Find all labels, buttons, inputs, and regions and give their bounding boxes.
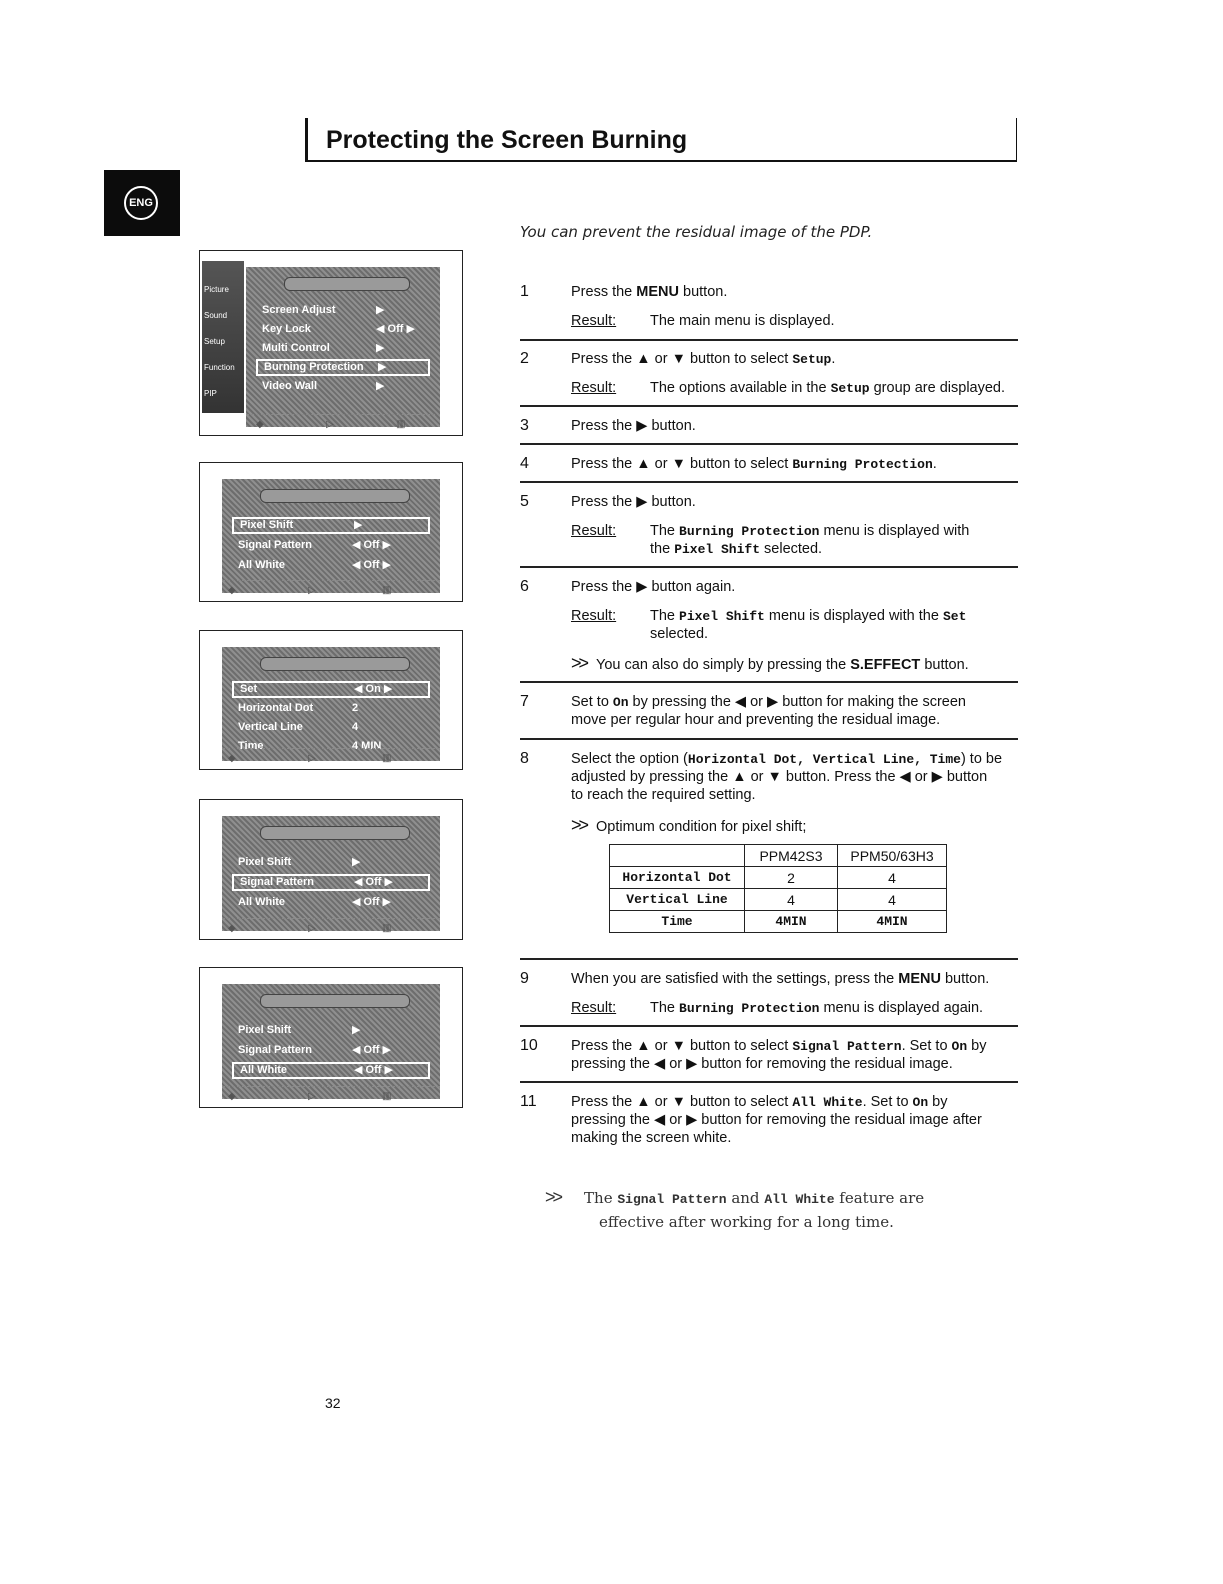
step-text: Press the ▲ or ▼ button to select Burning Protection.	[571, 456, 937, 472]
step-number: 8	[520, 750, 529, 767]
intro-text: You can prevent the residual image of the PDP.	[520, 223, 873, 241]
step-text: When you are satisfied with the settings, press the MENU button.	[571, 971, 990, 987]
osd-screenshot-burning-protection	[199, 462, 463, 602]
osd-row: Multi Control ▶	[262, 342, 385, 354]
move-icon: ◆	[228, 923, 236, 934]
osd-row: Vertical Line 4	[238, 721, 359, 733]
step-number: 11	[520, 1093, 537, 1110]
osd-screenshot-all-white	[199, 967, 463, 1108]
divider	[520, 481, 1018, 483]
move-icon: ◆	[256, 419, 264, 430]
note-arrow-icon: >>	[571, 815, 587, 835]
note: >> Optimum condition for pixel shift;	[571, 815, 807, 835]
divider	[520, 405, 1018, 407]
note: >> You can also do simply by pressing the S.EFFECT button.	[571, 653, 969, 673]
osd-sidebar-item: Setup	[204, 337, 225, 346]
step-text-line2: adjusted by pressing the ▲ or ▼ button. Press the ◀ or ▶ button	[571, 769, 988, 785]
footer-note: >> The Signal Pattern and All White feature are effective after working for a long time.	[545, 1187, 925, 1231]
osd-row: Horizontal Dot 2	[238, 702, 359, 714]
osd-row-selected: Set ◀ On ▶	[232, 681, 430, 698]
enter-icon: ▷	[308, 923, 316, 934]
osd-screen	[222, 984, 440, 1099]
step-text-line2: move per regular hour and preventing the residual image.	[571, 712, 941, 728]
result-label: Result:	[571, 380, 617, 396]
step-number: 2	[520, 350, 529, 367]
step-number: 6	[520, 578, 529, 595]
result-text: The options available in the Setup group are displayed.	[650, 380, 1006, 396]
osd-footer	[246, 414, 440, 435]
step-number: 7	[520, 693, 529, 710]
osd-screen	[222, 647, 440, 761]
enter-icon: ▷	[308, 585, 316, 596]
osd-screenshot-signal-pattern	[199, 799, 463, 940]
step-text: Press the MENU button.	[571, 284, 728, 300]
table-cell: 4	[745, 889, 838, 911]
divider	[520, 958, 1018, 960]
osd-row-selected: Pixel Shift ▶	[232, 517, 430, 534]
step-number: 9	[520, 970, 529, 987]
result-text: The main menu is displayed.	[650, 313, 835, 329]
step-text-line3: making the screen white.	[571, 1130, 732, 1146]
osd-title-bar	[260, 826, 410, 840]
step-text-line2: pressing the ◀ or ▶ button for removing the residual image after	[571, 1112, 982, 1128]
osd-row-selected: Signal Pattern ◀ Off ▶	[232, 874, 430, 891]
title-box	[305, 118, 1017, 162]
divider	[520, 1081, 1018, 1083]
osd-row-selected: Burning Protection ▶	[256, 359, 430, 376]
osd-row: Signal Pattern ◀ Off ▶	[238, 539, 391, 551]
table-cell: 4	[838, 867, 947, 889]
result-text: The Burning Protection menu is displayed with	[650, 523, 970, 539]
step-text: Press the ▶ button again.	[571, 579, 736, 595]
table-row	[610, 911, 947, 933]
step-text-line3: to reach the required setting.	[571, 787, 756, 803]
osd-screenshot-pixel-shift	[199, 630, 463, 770]
osd-screen	[222, 816, 440, 931]
osd-sidebar	[202, 261, 244, 413]
step-number: 5	[520, 493, 529, 510]
divider	[520, 339, 1018, 341]
osd-row: Pixel Shift ▶	[238, 856, 361, 868]
divider	[520, 443, 1018, 445]
pixel-shift-table	[609, 844, 947, 933]
return-icon: ▥	[382, 923, 392, 934]
result-label: Result:	[571, 523, 617, 539]
osd-row: All White ◀ Off ▶	[238, 896, 391, 908]
osd-footer	[222, 580, 440, 601]
divider	[520, 1025, 1018, 1027]
return-icon: ▥	[382, 585, 392, 596]
osd-screen	[246, 267, 440, 427]
return-icon: ▥	[396, 419, 406, 430]
table-row	[610, 867, 947, 889]
move-icon: ◆	[228, 753, 236, 764]
osd-screen	[222, 479, 440, 593]
result-text-line2: selected.	[650, 626, 709, 642]
table-cell: Time	[610, 911, 745, 933]
osd-title-bar	[260, 657, 410, 671]
step-number: 1	[520, 283, 529, 300]
step-text: Press the ▲ or ▼ button to select Signal Pattern. Set to On by	[571, 1038, 987, 1054]
result-text: The Burning Protection menu is displayed again.	[650, 1000, 984, 1016]
osd-title-bar	[260, 994, 410, 1008]
result-label: Result:	[571, 1000, 617, 1016]
divider	[520, 738, 1018, 740]
table-header	[610, 845, 745, 867]
table-header: PPM42S3	[745, 845, 838, 867]
enter-icon: ▷	[308, 1091, 316, 1102]
osd-footer	[222, 918, 440, 939]
language-badge	[104, 170, 180, 236]
result-text-line2: the Pixel Shift selected.	[650, 541, 823, 557]
table-cell: Vertical Line	[610, 889, 745, 911]
step-text: Press the ▶ button.	[571, 494, 696, 510]
page-number: 32	[325, 1395, 341, 1411]
page-title: Protecting the Screen Burning	[326, 126, 688, 154]
osd-row: Time 4 MIN	[238, 740, 382, 752]
return-icon: ▥	[382, 753, 392, 764]
osd-row: Key Lock ◀ Off ▶	[262, 323, 415, 335]
divider	[520, 681, 1018, 683]
osd-sidebar-item: PIP	[204, 389, 217, 398]
step-number: 10	[520, 1037, 538, 1054]
step-text: Press the ▶ button.	[571, 418, 696, 434]
table-cell: Horizontal Dot	[610, 867, 745, 889]
osd-sidebar-item: Picture	[204, 285, 229, 294]
return-icon: ▥	[382, 1091, 392, 1102]
osd-title-bar	[260, 489, 410, 503]
table-cell: 4	[838, 889, 947, 911]
enter-icon: ▷	[326, 419, 334, 430]
step-number: 4	[520, 455, 529, 472]
divider	[520, 566, 1018, 568]
step-text: Press the ▲ or ▼ button to select All White. Set to On by	[571, 1094, 948, 1110]
enter-icon: ▷	[308, 753, 316, 764]
table-cell: 4MIN	[745, 911, 838, 933]
osd-row: All White ◀ Off ▶	[238, 559, 391, 571]
table-cell: 4MIN	[838, 911, 947, 933]
osd-row: Signal Pattern ◀ Off ▶	[238, 1044, 391, 1056]
note-arrow-icon: >>	[571, 653, 587, 673]
note-arrow-icon: >>	[545, 1187, 561, 1207]
osd-row: Pixel Shift ▶	[238, 1024, 361, 1036]
result-label: Result:	[571, 608, 617, 624]
osd-row-selected: All White ◀ Off ▶	[232, 1062, 430, 1079]
eng-icon: ENG	[124, 186, 158, 220]
move-icon: ◆	[228, 1091, 236, 1102]
osd-sidebar-item: Function	[204, 363, 235, 372]
table-cell: 2	[745, 867, 838, 889]
result-text: The Pixel Shift menu is displayed with the Set	[650, 608, 967, 624]
step-text: Select the option (Horizontal Dot, Vertical Line, Time) to be	[571, 751, 1003, 767]
osd-title-bar	[284, 277, 410, 291]
osd-footer	[222, 1086, 440, 1107]
osd-row: Video Wall ▶	[262, 380, 385, 392]
osd-sidebar-item: Sound	[204, 311, 228, 320]
osd-footer	[222, 748, 440, 769]
osd-row: Screen Adjust ▶	[262, 304, 385, 316]
step-number: 3	[520, 417, 529, 434]
step-text: Set to On by pressing the ◀ or ▶ button for making the screen	[571, 694, 966, 710]
table-row	[610, 889, 947, 911]
table-header: PPM50/63H3	[838, 845, 947, 867]
step-text: Press the ▲ or ▼ button to select Setup.	[571, 351, 836, 367]
move-icon: ◆	[228, 585, 236, 596]
table-header-row	[610, 845, 947, 867]
result-label: Result:	[571, 313, 617, 329]
step-text-line2: pressing the ◀ or ▶ button for removing the residual image.	[571, 1056, 953, 1072]
osd-screenshot-setup-menu	[199, 250, 463, 436]
